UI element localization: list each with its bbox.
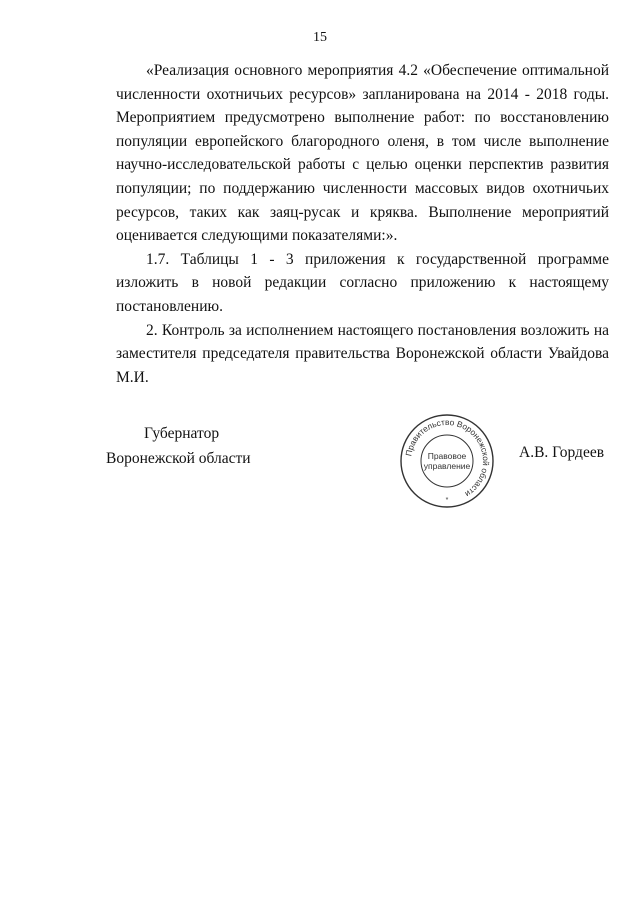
stamp-center-line1: Правовое — [427, 451, 467, 461]
document-body — [116, 59, 609, 389]
stamp-center-line2: управление — [423, 461, 471, 471]
paragraph-tables-amendment: 1.7. Таблицы 1 - 3 приложения к государственной программе изложить в новой редакции согласно приложению к настоящему постановлению. — [116, 250, 609, 315]
stamp-ring-text: Правительство Воронежской области — [403, 416, 492, 500]
official-stamp — [397, 411, 497, 511]
signatory-title — [106, 421, 251, 471]
stamp-star: * — [445, 497, 449, 504]
page-number: 15 — [313, 30, 327, 45]
signer-name: А.В. Гордеев — [519, 444, 605, 461]
paragraph-hunting-resources: «Реализация основного мероприятия 4.2 «Обеспечение оптимальной численности охотничьих ресурсов» запланирована на 2014 - 2018 годы. Мероприятием предусмотрено выполнение работ: по восстановлению популяции европейского благородного оленя, в том числе выполнение научно-исследовательской работы с целью оценки перспектив развития популяции; по поддержанию численности массовых видов охотничьих ресурсов, таких как заяц-русак и кряква. Выполнение мероприятий оценивается следующими показателями:». — [116, 62, 609, 245]
signatory-region: Воронежской области — [106, 450, 251, 467]
signatory-position: Губернатор — [144, 425, 220, 442]
paragraph-control-assignment: 2. Контроль за исполнением настоящего постановления возложить на заместителя председателя правительства Воронежской области Увайдова М.И. — [116, 321, 609, 386]
